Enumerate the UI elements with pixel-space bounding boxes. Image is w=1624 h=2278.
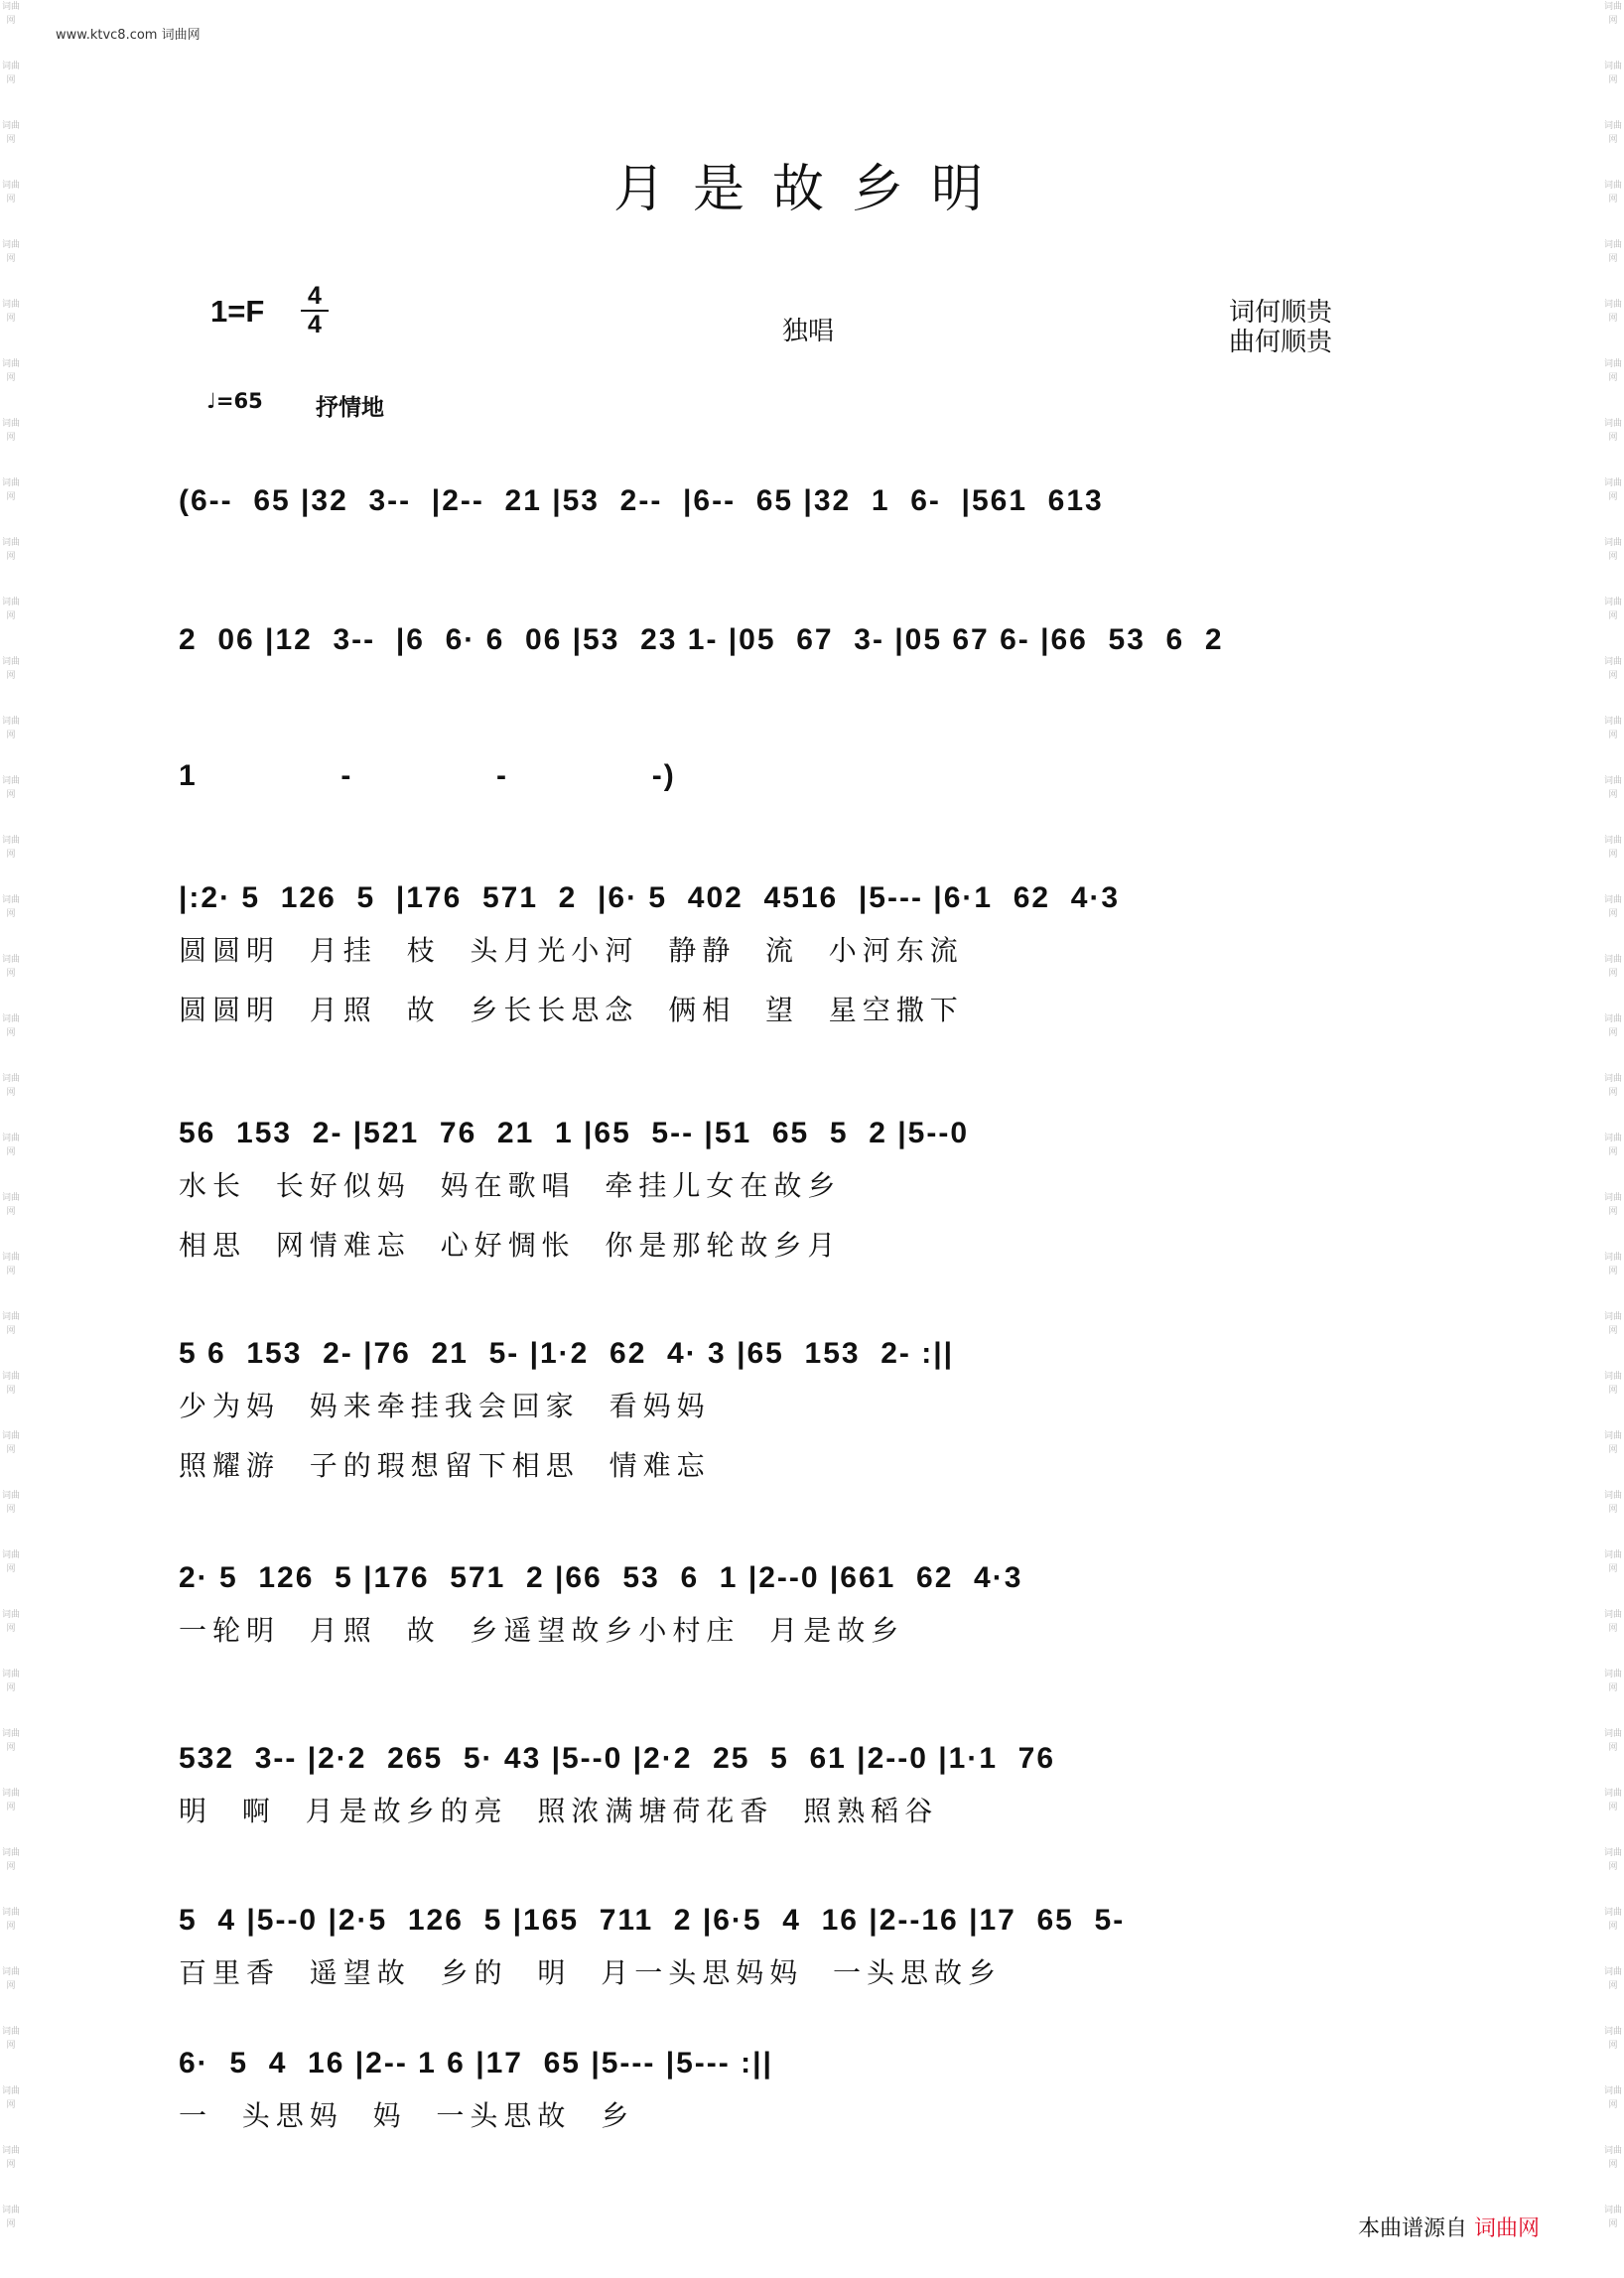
song-title: 月是故乡明 bbox=[612, 160, 1011, 219]
side-watermark-text: 词曲网 bbox=[1, 1789, 20, 1812]
side-watermark-text: 词曲网 bbox=[1603, 836, 1622, 860]
side-watermark-text: 词曲网 bbox=[1603, 62, 1622, 85]
side-watermark-text: 词曲网 bbox=[1, 121, 20, 145]
side-watermark-text: 词曲网 bbox=[1, 1014, 20, 1038]
side-watermark-text: 词曲网 bbox=[1603, 1431, 1622, 1455]
side-watermark-text: 词曲网 bbox=[1603, 1134, 1622, 1157]
credits bbox=[1229, 298, 1332, 357]
side-watermark-text: 词曲网 bbox=[1, 717, 20, 740]
score-row bbox=[179, 881, 1444, 1028]
side-watermark-text: 词曲网 bbox=[1, 62, 20, 85]
lyric-line-1: 圆圆明 月挂 枝 头月光小河 静静 流 小河东流 bbox=[179, 934, 964, 967]
side-watermark-text: 词曲网 bbox=[1, 1550, 20, 1574]
notation-line: 532 3-- |2·2 265 5· 43 |5--0 |2·2 25 5 61 |2--0 |1·1 76 bbox=[179, 1742, 1056, 1775]
lyric-line-1: 少为妈 妈来牵挂我会回家 看妈妈 bbox=[179, 1390, 711, 1422]
side-watermark-text: 词曲网 bbox=[1, 1670, 20, 1693]
side-watermark-text: 词曲网 bbox=[1, 1312, 20, 1336]
side-watermark-text: 词曲网 bbox=[1, 1253, 20, 1276]
side-watermark-text: 词曲网 bbox=[1603, 181, 1622, 204]
lyric-line-1: 水长 长好似妈 妈在歌唱 牵挂儿女在故乡 bbox=[179, 1169, 842, 1202]
side-watermark-text: 词曲网 bbox=[1603, 240, 1622, 264]
side-watermark-text: 词曲网 bbox=[1, 2146, 20, 2170]
side-watermark-text: 词曲网 bbox=[1603, 419, 1622, 443]
lyricist-credit: 词何顺贵 bbox=[1229, 298, 1333, 328]
notation-line: 1 - - -) bbox=[179, 759, 676, 792]
side-watermark-text: 词曲网 bbox=[1, 478, 20, 502]
side-watermark-text: 词曲网 bbox=[1603, 1729, 1622, 1753]
side-watermark-text: 词曲网 bbox=[1, 1848, 20, 1872]
notation-line: 56 153 2- |521 76 21 1 |65 5-- |51 65 5 2 |5--0 bbox=[179, 1117, 970, 1149]
side-watermark-text: 词曲网 bbox=[1, 1729, 20, 1753]
side-watermark-text: 词曲网 bbox=[1, 1491, 20, 1515]
side-watermark-text: 词曲网 bbox=[1, 2027, 20, 2051]
side-watermark-text: 词曲网 bbox=[1603, 2086, 1622, 2110]
side-watermark-text: 词曲网 bbox=[1, 538, 20, 562]
side-watermark-text: 词曲网 bbox=[1603, 1372, 1622, 1396]
score-row bbox=[179, 1337, 1444, 1484]
time-signature-top: 4 bbox=[308, 282, 322, 310]
side-watermark-text: 词曲网 bbox=[1603, 1253, 1622, 1276]
composer-credit: 曲何顺贵 bbox=[1229, 328, 1333, 357]
side-watermark-text: 词曲网 bbox=[1, 895, 20, 919]
side-watermark-text: 词曲网 bbox=[1, 836, 20, 860]
side-watermark-text: 词曲网 bbox=[1, 2, 20, 26]
side-watermark-text: 词曲网 bbox=[1603, 895, 1622, 919]
side-watermark-text: 词曲网 bbox=[1, 1074, 20, 1098]
notation-line: 6· 5 4 16 |2-- 1 6 |17 65 |5--- |5--- :|| bbox=[179, 2047, 773, 2079]
notation-line: 5 4 |5--0 |2·5 126 5 |165 711 2 |6·5 4 16 |2--16 |17 65 5- bbox=[179, 1904, 1126, 1937]
side-watermark-text: 词曲网 bbox=[1603, 776, 1622, 800]
lyric-line-2: 照耀游 子的瑕想留下相思 情难忘 bbox=[179, 1449, 711, 1482]
side-watermark-text: 词曲网 bbox=[1603, 1074, 1622, 1098]
tempo-marking: ♩=65 bbox=[206, 389, 263, 413]
side-watermark-text: 词曲网 bbox=[1603, 717, 1622, 740]
side-watermark-text: 词曲网 bbox=[1, 955, 20, 979]
side-watermark-text: 词曲网 bbox=[1603, 2146, 1622, 2170]
side-watermark-text: 词曲网 bbox=[1, 300, 20, 324]
side-watermark-text: 词曲网 bbox=[1, 1372, 20, 1396]
score-row bbox=[179, 1904, 1444, 1991]
notation-line: 2· 5 126 5 |176 571 2 |66 53 6 1 |2--0 |661 62 4·3 bbox=[179, 1561, 1023, 1594]
lyric-line-1: 明 啊 月是故乡的亮 照浓满塘荷花香 照熟稻谷 bbox=[179, 1795, 939, 1827]
side-watermark-text: 词曲网 bbox=[1, 1610, 20, 1634]
side-watermark-text: 词曲网 bbox=[1, 598, 20, 621]
side-watermark-text: 词曲网 bbox=[1603, 478, 1622, 502]
time-signature bbox=[301, 284, 329, 337]
source-footer bbox=[1358, 2211, 1540, 2242]
side-watermark-text: 词曲网 bbox=[1603, 1610, 1622, 1634]
side-watermark-text: 词曲网 bbox=[1, 1967, 20, 1991]
score-row bbox=[179, 1561, 1444, 1649]
side-watermark-text: 词曲网 bbox=[1, 1908, 20, 1932]
side-watermark-text: 词曲网 bbox=[1603, 1193, 1622, 1217]
side-watermark-text: 词曲网 bbox=[1603, 2206, 1622, 2229]
side-watermark-text: 词曲网 bbox=[1, 1431, 20, 1455]
side-watermark-text: 词曲网 bbox=[1603, 598, 1622, 621]
side-watermark-text: 词曲网 bbox=[1603, 1908, 1622, 1932]
side-watermark-text: 词曲网 bbox=[1603, 1014, 1622, 1038]
side-watermark-text: 词曲网 bbox=[1, 776, 20, 800]
score-row bbox=[179, 623, 1444, 657]
side-watermark-text: 词曲网 bbox=[1603, 1491, 1622, 1515]
key-signature: 1=F bbox=[210, 294, 265, 329]
score-row bbox=[179, 2047, 1444, 2134]
side-watermark-text: 词曲网 bbox=[1603, 1670, 1622, 1693]
side-watermark-text: 词曲网 bbox=[1, 359, 20, 383]
score-row bbox=[179, 484, 1444, 518]
side-watermark-text: 词曲网 bbox=[1603, 300, 1622, 324]
side-watermark-text: 词曲网 bbox=[1, 657, 20, 681]
side-watermark-text: 词曲网 bbox=[1, 419, 20, 443]
side-watermark-text: 词曲网 bbox=[1, 181, 20, 204]
source-label: 本曲谱源自 bbox=[1358, 2216, 1468, 2241]
side-watermark-text: 词曲网 bbox=[1603, 359, 1622, 383]
lyric-line-1: 百里香 遥望故 乡的 明 月一头思妈妈 一头思故乡 bbox=[179, 1956, 1003, 1989]
side-watermark-text: 词曲网 bbox=[1603, 955, 1622, 979]
notation-line: 2 06 |12 3-- |6 6· 6 06 |53 23 1- |05 67 3- |05 67 6- |66 53 6 2 bbox=[179, 623, 1224, 656]
side-watermark-text: 词曲网 bbox=[1603, 538, 1622, 562]
side-watermark-text: 词曲网 bbox=[1603, 1967, 1622, 1991]
side-watermark-text: 词曲网 bbox=[1, 2206, 20, 2229]
side-watermark-text: 词曲网 bbox=[1, 2086, 20, 2110]
notation-line: 5 6 153 2- |76 21 5- |1·2 62 4· 3 |65 153 2- :|| bbox=[179, 1337, 955, 1370]
notation-line: |:2· 5 126 5 |176 571 2 |6· 5 402 4516 |5--- |6·1 62 4·3 bbox=[179, 881, 1121, 914]
performance-mode: 独唱 bbox=[782, 317, 835, 346]
lyric-line-2: 相思 网情难忘 心好惆怅 你是那轮故乡月 bbox=[179, 1229, 842, 1262]
score-row bbox=[179, 759, 1444, 793]
side-watermark-text: 词曲网 bbox=[1603, 2027, 1622, 2051]
score-row bbox=[179, 1742, 1444, 1829]
side-watermark-text: 词曲网 bbox=[1603, 1312, 1622, 1336]
side-watermark-text: 词曲网 bbox=[1603, 121, 1622, 145]
score-row bbox=[179, 1117, 1444, 1264]
lyric-line-1: 一 头思妈 妈 一头思故 乡 bbox=[179, 2099, 635, 2132]
side-watermark-text: 词曲网 bbox=[1603, 2, 1622, 26]
side-watermark-text: 词曲网 bbox=[1603, 1848, 1622, 1872]
source-brand-link[interactable]: 词曲网 bbox=[1474, 2216, 1541, 2241]
side-watermark-left bbox=[0, 0, 22, 2278]
side-watermark-text: 词曲网 bbox=[1603, 1550, 1622, 1574]
side-watermark-text: 词曲网 bbox=[1, 240, 20, 264]
side-watermark-text: 词曲网 bbox=[1, 1193, 20, 1217]
side-watermark-text: 词曲网 bbox=[1, 1134, 20, 1157]
side-watermark-right bbox=[1602, 0, 1624, 2278]
lyric-line-2: 圆圆明 月照 故 乡长长思念 俩相 望 星空撒下 bbox=[179, 994, 964, 1026]
side-watermark-text: 词曲网 bbox=[1603, 1789, 1622, 1812]
expression-marking: 抒情地 bbox=[316, 395, 384, 421]
time-signature-bottom: 4 bbox=[308, 311, 322, 338]
notation-line: (6-- 65 |32 3-- |2-- 21 |53 2-- |6-- 65 |32 1 6- |561 613 bbox=[179, 484, 1104, 517]
side-watermark-text: 词曲网 bbox=[1603, 657, 1622, 681]
lyric-line-1: 一轮明 月照 故 乡遥望故乡小村庄 月是故乡 bbox=[179, 1614, 905, 1647]
site-watermark: www.ktvc8.com 词曲网 bbox=[56, 28, 201, 43]
